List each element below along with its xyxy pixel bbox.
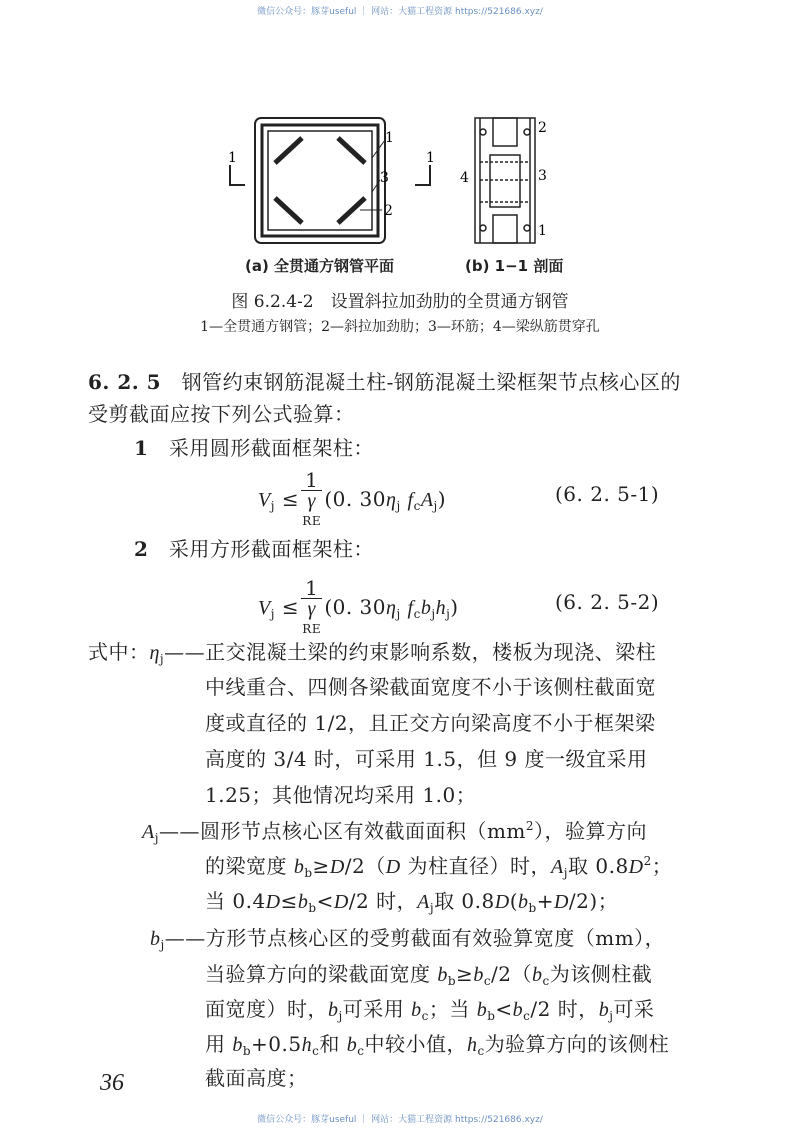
figure-title: 图 6.2.4-2 设置斜拉加劲肋的全贯通方钢管 bbox=[231, 292, 569, 312]
text-segment: b bbox=[532, 964, 543, 986]
text-segment: b bbox=[476, 999, 488, 1021]
text-segment: 的梁宽度 bbox=[205, 854, 294, 878]
text-segment: 中较小值， bbox=[364, 1032, 467, 1056]
plan-view bbox=[230, 118, 430, 243]
text-line bbox=[88, 398, 355, 427]
text-line bbox=[205, 885, 618, 915]
text-segment: ——圆形节点核心区有效截面面积（mm bbox=[158, 819, 526, 843]
text-segment: 和 bbox=[319, 1032, 347, 1056]
label-1: 1 bbox=[385, 130, 394, 146]
formula-part: η bbox=[386, 597, 397, 619]
formula-part: j bbox=[431, 607, 436, 621]
text-segment: D bbox=[494, 891, 510, 913]
text-segment: 采用圆形截面框架柱： bbox=[148, 436, 374, 460]
formula-part: η bbox=[386, 489, 397, 511]
text-segment: 度或直径的 1/2，且正交方向梁高度不小于框架梁 bbox=[205, 711, 656, 735]
text-segment: b bbox=[150, 928, 161, 950]
text-line bbox=[205, 1028, 669, 1058]
text-segment: 2 bbox=[525, 819, 535, 833]
formula-part: RE bbox=[302, 514, 322, 528]
text-segment: c bbox=[523, 1009, 531, 1023]
text-line bbox=[150, 922, 665, 952]
text-segment: b bbox=[487, 1009, 496, 1023]
text-segment: 当 0.4 bbox=[205, 889, 266, 913]
denominator bbox=[301, 599, 322, 639]
text-segment: b bbox=[308, 901, 317, 915]
watermark-top: 微信公众号：豚芽useful ｜ 网站：大猫工程资源 https://521686.xyz/ bbox=[257, 7, 543, 17]
equation-number: (6. 2. 5-1) bbox=[555, 482, 660, 506]
formula bbox=[258, 470, 446, 531]
text-segment: c bbox=[483, 974, 492, 988]
text-line bbox=[205, 1062, 308, 1091]
text-segment: 高度的 3/4 时，可采用 1.5，但 9 度一级宜采用 bbox=[205, 747, 648, 771]
text-segment: ——正交混凝土梁的约束影响系数，楼板为现浇、梁柱 bbox=[164, 640, 657, 664]
text-segment: /2)； bbox=[568, 889, 619, 913]
text-segment: b bbox=[598, 999, 610, 1021]
numerator: 1 bbox=[301, 470, 322, 491]
formula-part: RE bbox=[302, 622, 322, 636]
text-segment: c bbox=[477, 1044, 485, 1058]
text-segment: b bbox=[528, 901, 537, 915]
equation-number: (6. 2. 5-2) bbox=[555, 590, 660, 614]
formula-part: (0. 30 bbox=[324, 487, 387, 511]
formula-part: j bbox=[433, 499, 438, 513]
caption-b: (b) 1−1 剖面 bbox=[465, 257, 564, 275]
text-segment: D bbox=[333, 891, 349, 913]
text-segment: 用 bbox=[205, 1032, 233, 1056]
formula-part: f bbox=[407, 489, 414, 511]
formula-part: j bbox=[270, 499, 275, 513]
text-segment: 面宽度）时， bbox=[205, 997, 328, 1021]
text-segment: η bbox=[149, 642, 160, 664]
text-segment: D bbox=[385, 856, 401, 878]
formula-part: c bbox=[413, 607, 421, 621]
text-line bbox=[205, 958, 652, 988]
text-segment: 为验算方向的该侧柱 bbox=[484, 1032, 670, 1056]
caption-a: (a) 全贯通方钢管平面 bbox=[245, 257, 395, 275]
formula-part: h bbox=[435, 597, 447, 619]
text-line bbox=[205, 993, 654, 1023]
text-segment: A bbox=[417, 891, 430, 913]
text-line bbox=[205, 671, 656, 700]
text-segment: j bbox=[609, 1009, 614, 1023]
text-segment: j bbox=[160, 938, 165, 952]
formula-part: A bbox=[420, 489, 434, 511]
text-segment: b bbox=[328, 999, 339, 1021]
text-segment: ； bbox=[651, 854, 673, 878]
text-segment: 2 bbox=[134, 537, 149, 561]
label-3b: 3 bbox=[538, 168, 547, 184]
formula bbox=[258, 578, 459, 639]
text-segment: A bbox=[142, 821, 155, 843]
text-line bbox=[205, 850, 672, 880]
formula-part: ) bbox=[437, 487, 447, 511]
formula-part: j bbox=[446, 607, 451, 621]
label-3: 3 bbox=[380, 170, 389, 186]
formula-part: j bbox=[396, 607, 401, 621]
text-segment: 1 bbox=[134, 436, 149, 460]
text-segment: j bbox=[429, 901, 435, 915]
text-segment: j bbox=[338, 1009, 343, 1023]
denominator bbox=[301, 491, 322, 531]
fraction bbox=[301, 578, 322, 639]
text-segment: b bbox=[346, 1034, 358, 1056]
text-segment: ），验算方向 bbox=[534, 819, 648, 843]
text-segment: b bbox=[297, 891, 309, 913]
numerator: 1 bbox=[301, 578, 322, 599]
formula-part: ) bbox=[450, 595, 459, 619]
page-number: 36 bbox=[100, 1070, 124, 1096]
section-mark-right: 1 bbox=[426, 150, 435, 166]
text-segment: 当验算方向的梁截面宽度 bbox=[205, 962, 438, 986]
text-segment: b bbox=[473, 964, 484, 986]
text-segment: ≥ bbox=[456, 962, 474, 986]
formula-part: f bbox=[407, 597, 414, 619]
text-segment: 为柱直径）时， bbox=[400, 854, 552, 878]
text-segment: c bbox=[542, 974, 550, 988]
text-line bbox=[88, 366, 681, 395]
text-segment: 采用方形截面框架柱： bbox=[148, 537, 374, 561]
formula-part: ≤ bbox=[281, 595, 300, 619]
text-segment: A bbox=[551, 856, 564, 878]
text-segment: D bbox=[553, 891, 569, 913]
text-line bbox=[205, 707, 656, 736]
text-segment: b bbox=[304, 866, 313, 880]
text-segment: ——方形节点核心区的受剪截面有效验算宽度（mm）， bbox=[164, 926, 666, 950]
text-line bbox=[134, 533, 374, 562]
fraction bbox=[301, 470, 322, 531]
text-segment: /2（ bbox=[491, 962, 533, 986]
text-line bbox=[134, 432, 374, 461]
label-2b: 2 bbox=[538, 120, 547, 136]
text-line bbox=[205, 743, 648, 772]
text-segment: /2 时， bbox=[530, 997, 599, 1021]
formula-part: b bbox=[420, 597, 432, 619]
text-segment: 可采用 bbox=[342, 997, 412, 1021]
text-segment: 取 0.8 bbox=[568, 854, 629, 878]
figure-square-steel-tube bbox=[220, 110, 580, 250]
label-4: 4 bbox=[460, 170, 469, 186]
text-segment: < bbox=[316, 889, 334, 913]
text-segment: c bbox=[357, 1044, 365, 1058]
formula-part: γ bbox=[307, 598, 316, 620]
watermark-bottom: 微信公众号：豚芽useful ｜ 网站：大猫工程资源 https://521686.xyz/ bbox=[257, 1115, 543, 1125]
formula-part: ≤ bbox=[281, 487, 300, 511]
text-segment: 为该侧柱截 bbox=[549, 962, 653, 986]
text-segment: 式中： bbox=[88, 640, 150, 664]
text-segment: ≥ bbox=[312, 854, 330, 878]
text-segment: j bbox=[563, 866, 568, 880]
text-segment: b bbox=[411, 999, 422, 1021]
text-segment: ≤ bbox=[280, 889, 298, 913]
text-segment: < bbox=[495, 997, 513, 1021]
text-line bbox=[88, 636, 656, 666]
text-segment: D bbox=[628, 856, 644, 878]
text-segment: +0.5 bbox=[251, 1032, 302, 1056]
text-segment: b bbox=[437, 964, 448, 986]
text-segment: b bbox=[293, 856, 305, 878]
text-segment: 钢管约束钢筋混凝土柱-钢筋混凝土梁框架节点核心区的 bbox=[161, 370, 681, 394]
text-segment: + bbox=[536, 889, 554, 913]
text-segment: 取 0.8 bbox=[434, 889, 495, 913]
text-line bbox=[205, 779, 476, 808]
formula-part: j bbox=[396, 499, 401, 513]
text-segment: 2 bbox=[643, 854, 652, 868]
text-segment: 1.25；其他情况均采用 1.0； bbox=[205, 783, 477, 807]
text-line bbox=[142, 815, 647, 845]
text-segment: b bbox=[512, 999, 524, 1021]
text-segment: b bbox=[518, 891, 529, 913]
text-segment: 6. 2. 5 bbox=[88, 370, 162, 394]
text-segment: c bbox=[312, 1044, 320, 1058]
text-segment: h bbox=[301, 1034, 313, 1056]
text-segment: j bbox=[159, 652, 165, 666]
text-segment: ；当 bbox=[428, 997, 477, 1021]
text-segment: 可采 bbox=[613, 997, 655, 1021]
section-view bbox=[475, 118, 535, 243]
text-segment: b bbox=[242, 1044, 252, 1058]
text-segment: 中线重合、四侧各梁截面宽度不小于该侧柱截面宽 bbox=[205, 675, 656, 699]
text-segment: b bbox=[232, 1034, 243, 1056]
formula-part: γ bbox=[307, 490, 316, 512]
text-segment: D bbox=[329, 856, 345, 878]
text-segment: /2（ bbox=[344, 854, 386, 878]
formula-part: j bbox=[270, 607, 275, 621]
label-1b: 1 bbox=[538, 223, 547, 239]
formula-part: (0. 30 bbox=[324, 595, 387, 619]
text-segment: D bbox=[265, 891, 281, 913]
formula-part: V bbox=[258, 597, 271, 619]
text-segment: /2 时， bbox=[348, 889, 418, 913]
text-segment: c bbox=[421, 1009, 429, 1023]
formula-part: V bbox=[258, 489, 271, 511]
text-segment: ( bbox=[509, 889, 519, 913]
section-mark-left: 1 bbox=[228, 150, 237, 166]
figure-legend: 1—全贯通方钢管；2—斜拉加劲肋；3—环筋；4—梁纵筋贯穿孔 bbox=[200, 319, 600, 335]
text-segment: 截面高度； bbox=[205, 1066, 308, 1090]
text-segment: b bbox=[447, 974, 457, 988]
formula-part: c bbox=[413, 499, 421, 513]
label-2: 2 bbox=[384, 203, 393, 219]
text-segment: j bbox=[154, 831, 159, 845]
text-segment: h bbox=[466, 1034, 478, 1056]
text-segment: 受剪截面应按下列公式验算： bbox=[88, 402, 355, 426]
